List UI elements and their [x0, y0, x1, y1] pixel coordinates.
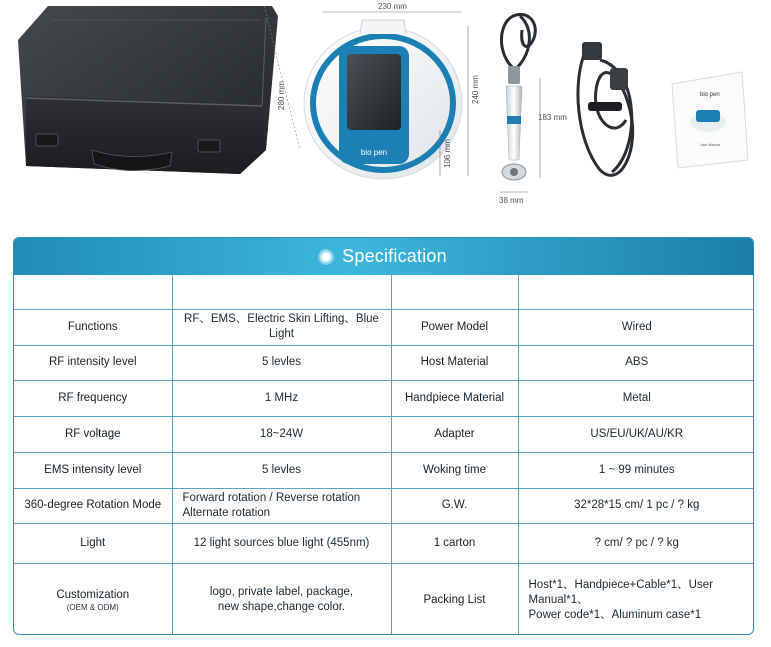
host-device: [304, 20, 462, 179]
spec-key: [14, 275, 172, 309]
rotation-mode-line-1: Forward rotation / Reverse rotation: [182, 491, 361, 504]
spec-key-handpiece-material: Handpiece Material: [391, 380, 518, 416]
spec-key-host-material: Host Material: [391, 345, 518, 380]
spec-value-rotation-mode: [172, 488, 391, 523]
spec-key-customization: [14, 563, 172, 635]
packing-list-line-1: Host*1、Handpiece+Cable*1、User Manual*1、: [528, 578, 713, 606]
customization-label: Customization: [56, 588, 130, 601]
spec-value-ems-intensity: 5 levles: [172, 452, 391, 488]
spec-key-carton: 1 carton: [391, 523, 518, 563]
spec-value-working-time: 1 ~ 99 minutes: [518, 452, 754, 488]
spec-key-ems-intensity: EMS intensity level: [14, 452, 172, 488]
table-row: [14, 452, 754, 488]
spec-value-rf-frequency: 1 MHz: [172, 380, 391, 416]
spec-key-light: Light: [14, 523, 172, 563]
spec-key-functions: Functions: [14, 309, 172, 345]
rotation-mode-line-2: Alternate rotation: [182, 506, 271, 519]
spec-value-handpiece-material: Metal: [518, 380, 754, 416]
table-row: [14, 275, 754, 309]
spec-key-rf-intensity: RF intensity level: [14, 345, 172, 380]
product-photo: [0, 0, 771, 232]
spec-key-power-model: Power Model: [391, 309, 518, 345]
spec-value-power-model: Wired: [518, 309, 754, 345]
spec-value-adapter: US/EU/UK/AU/KR: [518, 416, 754, 452]
spec-value: [518, 275, 754, 309]
spec-value-gross-weight: 32*28*15 cm/ 1 pc / ? kg: [518, 488, 754, 523]
host-height-label: 240 mm: [471, 75, 480, 104]
customization-line-1: logo, private label, package,: [209, 586, 354, 599]
specification-table: [14, 275, 754, 635]
spec-key: [391, 275, 518, 309]
spec-value-rf-intensity: 5 levles: [172, 345, 391, 380]
manual-title-label: User Manual: [700, 143, 720, 147]
circle-dot-icon: [320, 251, 332, 263]
specification-title: Specification: [342, 246, 447, 266]
table-row: [14, 380, 754, 416]
spec-key-adapter: Adapter: [391, 416, 518, 452]
spec-key-rotation-mode: 360-degree Rotation Mode: [14, 488, 172, 523]
spec-key-packing-list: Packing List: [391, 563, 518, 635]
manual-brand-label: bio pen: [700, 92, 720, 98]
spec-value-customization: [172, 563, 391, 635]
host-brand-label: bio pen: [360, 148, 388, 157]
spec-key-rf-frequency: RF frequency: [14, 380, 172, 416]
table-row: [14, 488, 754, 523]
customization-line-2: new shape,change color.: [217, 601, 346, 614]
specification-panel: [13, 237, 754, 635]
spec-key-working-time: Woking time: [391, 452, 518, 488]
spec-value-carton: ? cm/ ? pc / ? kg: [518, 523, 754, 563]
user-manual: [672, 72, 748, 168]
specification-header: [14, 238, 753, 275]
spec-value: [172, 275, 391, 309]
spec-value-light: 12 light sources blue light (455nm): [172, 523, 391, 563]
customization-sublabel: (OEM & ODM): [66, 602, 119, 612]
case-height-label: 280 mm: [277, 81, 286, 110]
aluminum-case: [18, 6, 278, 174]
power-cord: [578, 42, 633, 175]
table-row: [14, 345, 754, 380]
handpiece-diameter-label: 38 mm: [499, 196, 524, 205]
host-width-label: 230 mm: [378, 2, 407, 11]
host-depth-label: 106 mm: [443, 139, 452, 168]
packing-list-line-2: Power code*1、Aluminum case*1: [528, 608, 702, 621]
product-illustration: [0, 0, 771, 232]
table-row: [14, 523, 754, 563]
table-row: [14, 416, 754, 452]
spec-value-packing-list: [518, 563, 754, 635]
spec-key-gross-weight: G.W.: [391, 488, 518, 523]
table-row: [14, 563, 754, 635]
handpiece: [501, 14, 535, 180]
table-row: [14, 309, 754, 345]
spec-value-functions: RF、EMS、Electric Skin Lifting、Blue Light: [172, 309, 391, 345]
handpiece-length-label: 183 mm: [538, 113, 567, 122]
spec-value-host-material: ABS: [518, 345, 754, 380]
spec-value-rf-voltage: 18~24W: [172, 416, 391, 452]
spec-key-rf-voltage: RF voltage: [14, 416, 172, 452]
